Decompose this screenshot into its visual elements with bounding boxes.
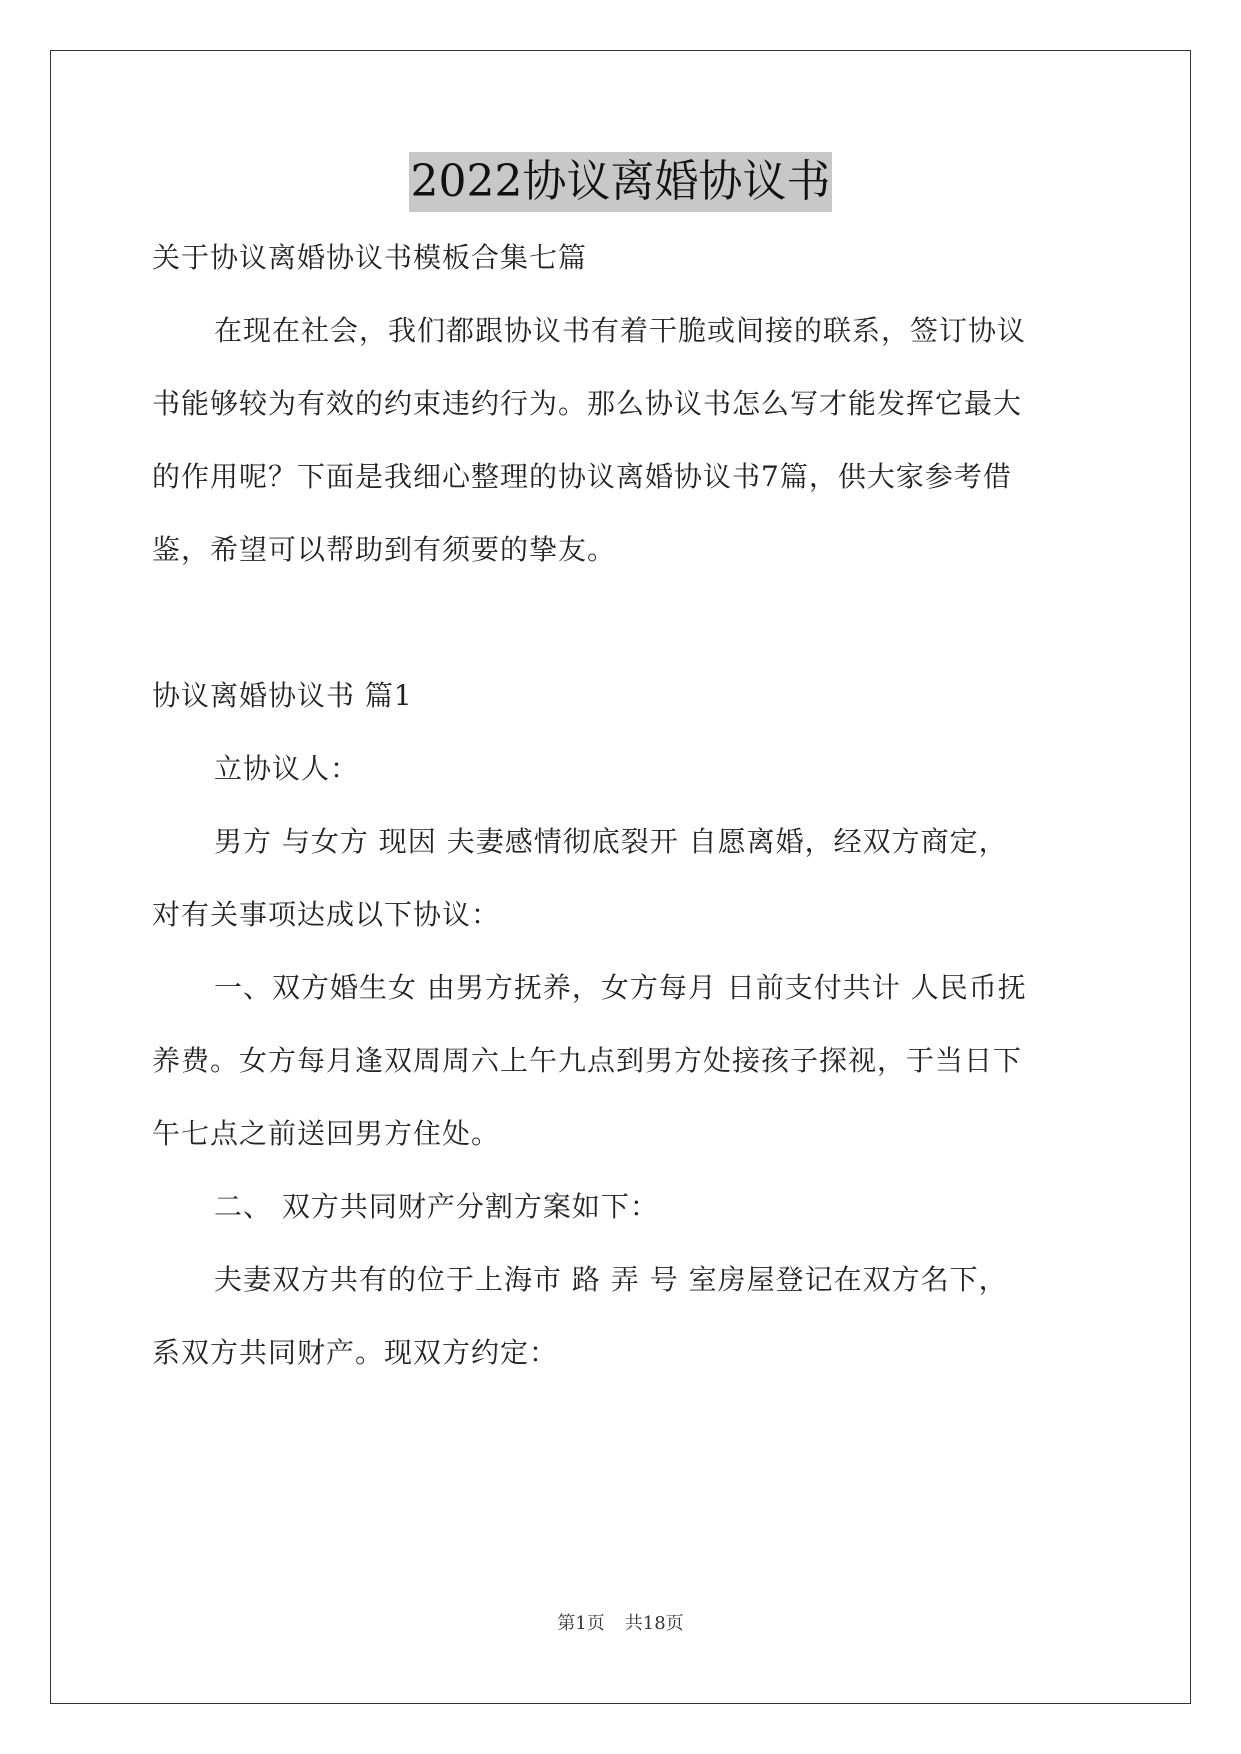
body-line: 男方 与女方 现因 夫妻感情彻底裂开 自愿离婚，经双方商定， — [214, 825, 1008, 858]
intro-line: 书能够较为有效的约束违约行为。那么协议书怎么写才能发挥它最大 — [152, 387, 1023, 420]
body-line: 养费。女方每月逢双周周六上午九点到男方处接孩子探视，于当日下 — [152, 1044, 1023, 1077]
body-line: 一、双方婚生女 由男方抚养，女方每月 日前支付共计 人民币抚 — [214, 971, 1027, 1004]
body-line: 二、 双方共同财产分割方案如下： — [214, 1190, 659, 1223]
title-block — [0, 152, 1241, 212]
section-heading: 协议离婚协议书 篇1 — [152, 679, 413, 712]
intro-line: 的作用呢？下面是我细心整理的协议离婚协议书7篇，供大家参考借 — [152, 460, 1012, 493]
page-border — [50, 50, 1191, 1704]
body-line: 立协议人： — [214, 752, 360, 785]
body-line: 夫妻双方共有的位于上海市 路 弄 号 室房屋登记在双方名下， — [214, 1263, 1008, 1296]
intro-line: 鉴，希望可以帮助到有须要的挚友。 — [152, 533, 617, 566]
body-line: 对有关事项达成以下协议： — [152, 898, 501, 931]
body-line: 午七点之前送回男方住处。 — [152, 1117, 501, 1150]
body-line: 系双方共同财产。现双方约定： — [152, 1336, 559, 1369]
page-number: 第1页 — [557, 1613, 605, 1634]
intro-line: 在现在社会，我们都跟协议书有着干脆或间接的联系，签订协议 — [214, 314, 1027, 347]
page-footer — [0, 1612, 1241, 1636]
document-subtitle: 关于协议离婚协议书模板合集七篇 — [152, 241, 588, 274]
page-total: 共18页 — [624, 1613, 684, 1634]
document-title: 2022协议离婚协议书 — [409, 152, 833, 212]
